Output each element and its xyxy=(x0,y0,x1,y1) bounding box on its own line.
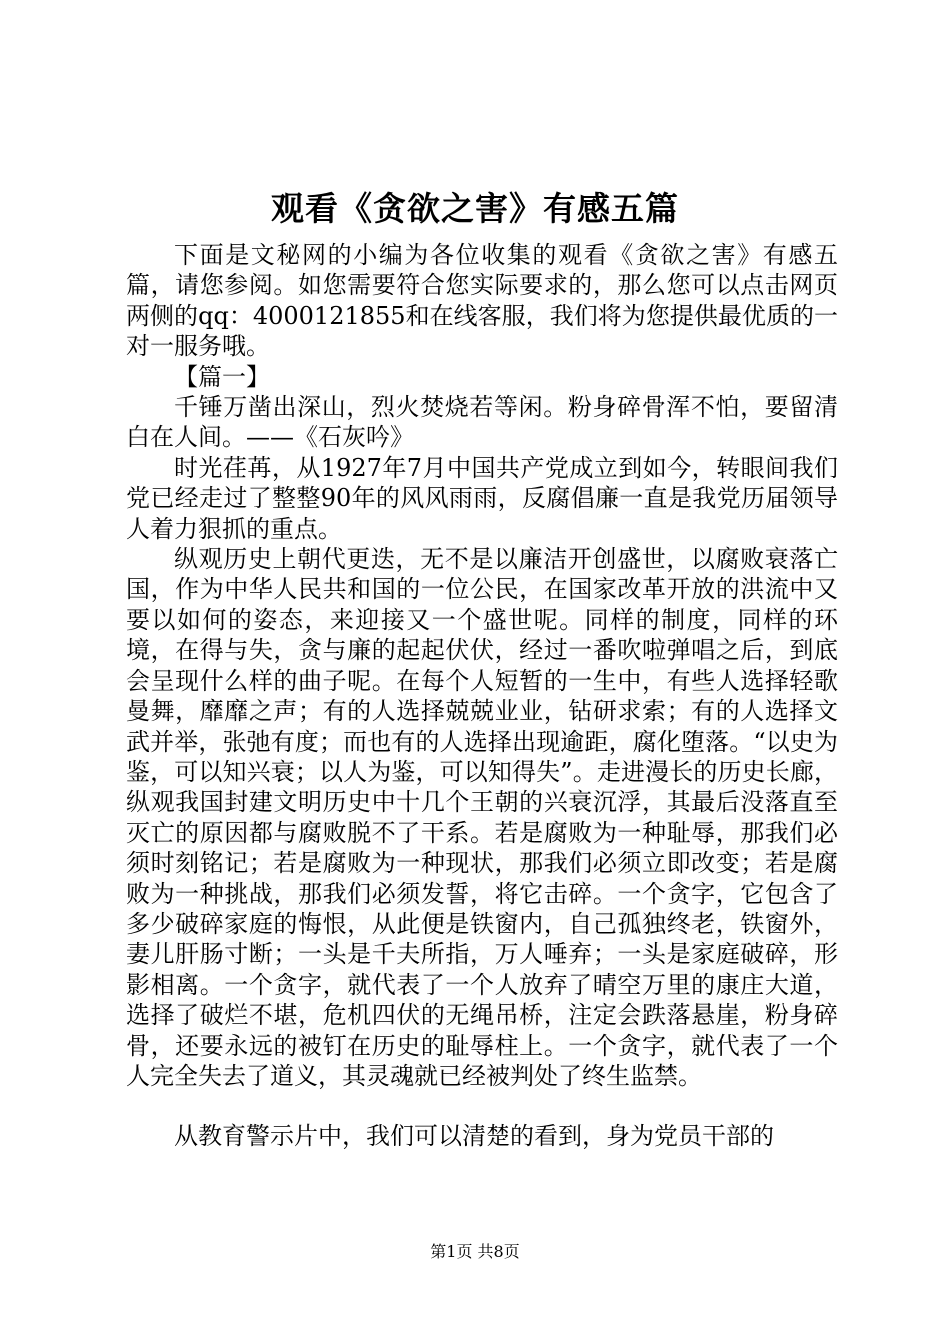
page-footer: 第1页 共8页 xyxy=(430,1242,520,1261)
document-title: 观看《贪欲之害》有感五篇 xyxy=(271,189,679,228)
section-heading: 【篇一】 xyxy=(174,362,270,391)
poem-paragraph: 千锤万凿出深山，烈火焚烧若等闲。粉身碎骨浑不怕，要留清白在人间。——《石灰吟》 xyxy=(126,393,838,452)
body-paragraph: 时光荏苒，从1927年7月中国共产党成立到如今，转眼间我们党已经走过了整整90年的风风雨雨，反腐倡廉一直是我党历届领导人着力狠抓的重点。 xyxy=(126,453,838,543)
document-body xyxy=(126,240,838,1152)
intro-paragraph: 下面是文秘网的小编为各位收集的观看《贪欲之害》有感五篇，请您参阅。如您需要符合您实际要求的，那么您可以点击网页两侧的qq：4000121855和在线客服，我们将为您提供最优质的一对一服务哦。 xyxy=(126,241,838,361)
paragraph-gap xyxy=(126,1091,838,1121)
body-paragraph: 从教育警示片中，我们可以清楚的看到，身为党员干部的 xyxy=(174,1122,774,1151)
body-paragraph: 纵观历史上朝代更迭，无不是以廉洁开创盛世，以腐败衰落亡国，作为中华人民共和国的一位公民，在国家改革开放的洪流中又要以如何的姿态，来迎接又一个盛世呢。同样的制度，同样的环境，在得与失，贪与廉的起起伏伏，经过一番吹啦弹唱之后，到底会呈现什么样的曲子呢。在每个人短暂的一生中，有些人选择轻歌曼舞，靡靡之声；有的人选择兢兢业业，钻研求索；有的人选择文武并举，张弛有度；而也有的人选择出现逾距，腐化堕落。“以史为鉴，可以知兴衰；以人为鉴，可以知得失”。走进漫长的历史长廊，纵观我国封建文明历史中十几个王朝的兴衰沉浮，其最后没落直至灭亡的原因都与腐败脱不了干系。若是腐败为一种耻辱，那我们必须时刻铭记；若是腐败为一种现状，那我们必须立即改变；若是腐败为一种挑战，那我们必须发誓，将它击碎。一个贪字，它包含了多少破碎家庭的悔恨，从此便是铁窗内，自己孤独终老，铁窗外，妻儿肝肠寸断；一头是千夫所指，万人唾弃；一头是家庭破碎，形影相离。一个贪字，就代表了一个人放弃了晴空万里的康庄大道，选择了破烂不堪，危机四伏的无绳吊桥，注定会跌落悬崖，粉身碎骨，还要永远的被钉在历史的耻辱柱上。一个贪字，就代表了一个人完全失去了道义，其灵魂就已经被判处了终生监禁。 xyxy=(126,545,838,1090)
